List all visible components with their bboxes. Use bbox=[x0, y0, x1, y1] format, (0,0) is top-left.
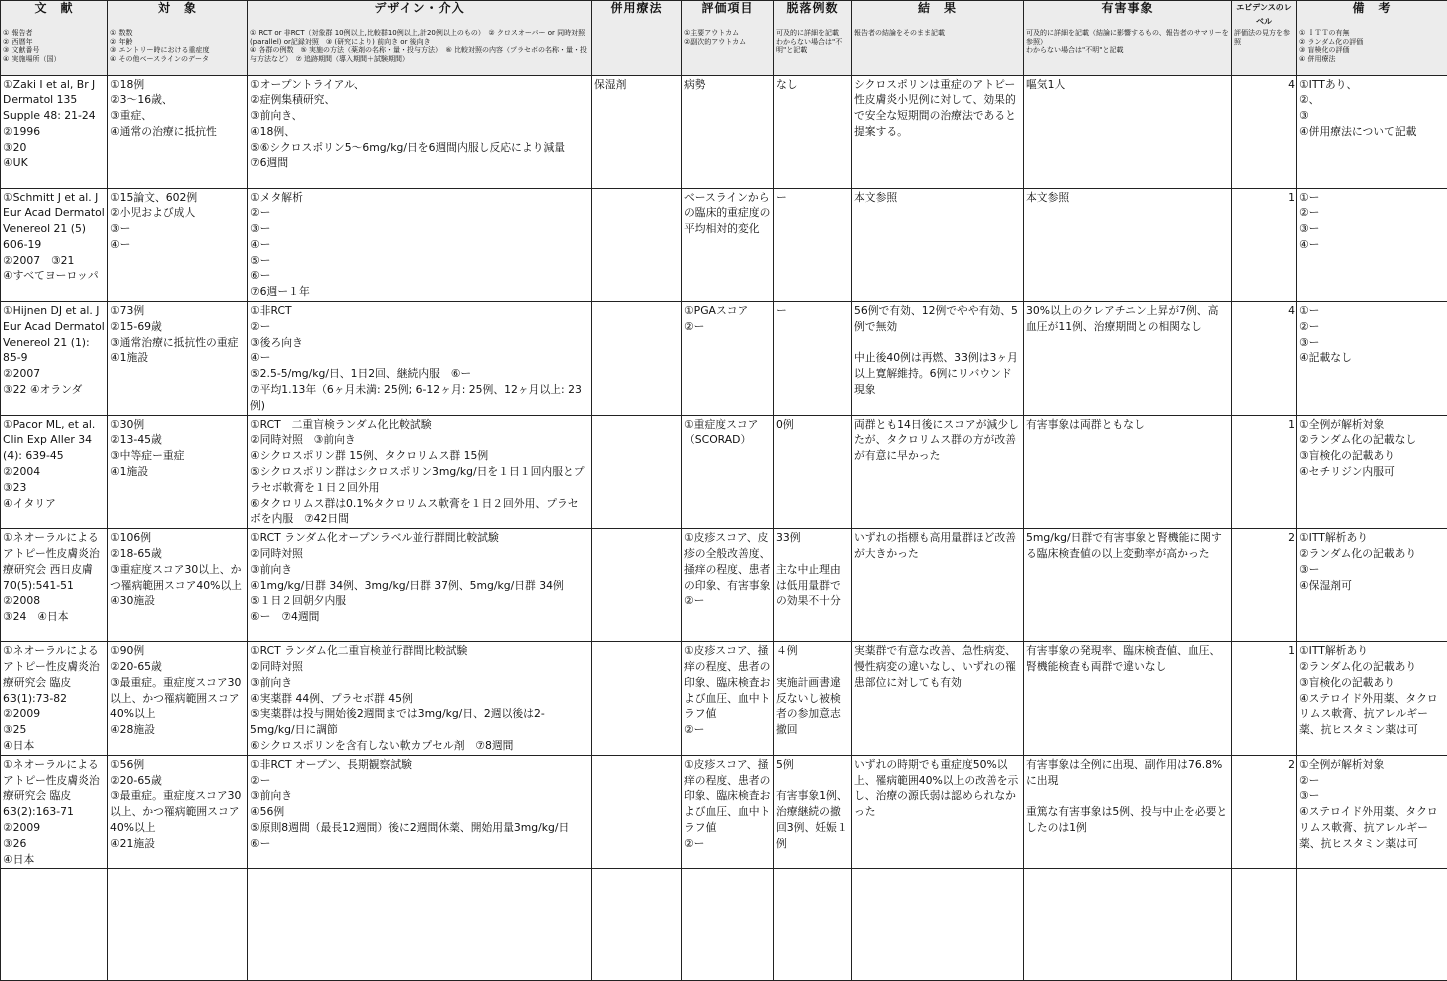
cell-reference: ①Schmitt J et al. J Eur Acad Dermatol Venereol 21 (5) 606-19 ②2007 ③21 ④すべてヨーロッパ bbox=[1, 188, 108, 302]
cell-endpoints: ①皮疹スコア、掻痒の程度、患者の印象、臨床検査および血圧、血中トラフ値 ②ー bbox=[682, 642, 774, 756]
cell-results: 両群とも14日後にスコアが減少したが、タクロリムス群の方が改善が有意に早かった bbox=[852, 415, 1024, 529]
empty-row bbox=[1, 869, 1447, 981]
cell-dropouts: 33例 主な中止理由は低用量群での効果不十分 bbox=[774, 529, 852, 642]
cell-adverse-events: 30%以上のクレアチニン上昇が7例、高血圧が11例、治療期間との相関なし bbox=[1024, 302, 1232, 416]
table-row bbox=[1, 188, 1447, 302]
table-row bbox=[1, 529, 1447, 642]
header-evidence-level-desc: 評価法の見方を参照 bbox=[1232, 29, 1297, 75]
cell-results: シクロスポリンは重症のアトピー性皮膚炎小児例に対して、効果的で安全な短期間の治療法であると提案する。 bbox=[852, 75, 1024, 188]
cell-adverse-events: 有害事象は全例に出現、副作用は76.8%に出現 重篤な有害事象は5例、投与中止を必要としたのは1例 bbox=[1024, 755, 1232, 869]
empty-cell bbox=[1, 869, 108, 981]
cell-evidence-level: 2 bbox=[1232, 755, 1297, 869]
cell-results: 56例で有効、12例でやや有効、5例で無効 中止後40例は再燃、33例は3ヶ月以上寛解維持。6例にリバウンド現象 bbox=[852, 302, 1024, 416]
cell-endpoints: ①皮疹スコア、掻痒の程度、患者の印象、臨床検査および血圧、血中トラフ値 ②ー bbox=[682, 755, 774, 869]
cell-concomitant bbox=[592, 642, 682, 756]
cell-adverse-events: 有害事象の発現率、臨床検査値、血圧、腎機能検査も両群で違いなし bbox=[1024, 642, 1232, 756]
cell-adverse-events: 5mg/kg/日群で有害事象と腎機能に関する臨床検査値の以上変動率が高かった bbox=[1024, 529, 1232, 642]
cell-endpoints: ①皮疹スコア、皮疹の全般改善度、掻痒の程度、患者の印象、有害事象 ②ー bbox=[682, 529, 774, 642]
header-description-row bbox=[1, 29, 1447, 75]
header-dropouts-desc: 可及的に詳細を記載 わからない場合は"不明"と記載 bbox=[774, 29, 852, 75]
cell-design: ①RCT ランダム化オープンラベル並行群間比較試験 ②同時対照 ③前向き ④1mg/kg/日群 34例、3mg/kg/日群 37例、5mg/kg/日群 34例 ⑤１日２回朝夕内服 ⑥ー ⑦4週間 bbox=[248, 529, 592, 642]
cell-dropouts: ４例 実施計画書違反ないし被検者の参加意志撤回 bbox=[774, 642, 852, 756]
header-reference: 文 献 bbox=[1, 1, 108, 30]
cell-adverse-events: 有害事象は両群ともなし bbox=[1024, 415, 1232, 529]
cell-reference: ①Zaki I et al, Br J Dermatol 135 Supple 48: 21-24 ②1996 ③20 ④UK bbox=[1, 75, 108, 188]
cell-evidence-level: 2 bbox=[1232, 529, 1297, 642]
empty-cell bbox=[592, 869, 682, 981]
cell-notes: ①ー ②ー ③ー ④ー bbox=[1297, 188, 1447, 302]
cell-adverse-events: 嘔気1人 bbox=[1024, 75, 1232, 188]
cell-dropouts: 5例 有害事象1例、治療継続の撤回3例、妊娠１例 bbox=[774, 755, 852, 869]
cell-design: ①非RCT オープン、長期観察試験 ②ー ③前向き ④56例 ⑤原則8週間（最長12週間）後に2週間休薬、開始用量3mg/kg/日 ⑥ー bbox=[248, 755, 592, 869]
cell-adverse-events: 本文参照 bbox=[1024, 188, 1232, 302]
header-design: デザイン・介入 bbox=[248, 1, 592, 30]
table-row bbox=[1, 75, 1447, 188]
empty-cell bbox=[774, 869, 852, 981]
header-adverse-events: 有害事象 bbox=[1024, 1, 1232, 30]
header-endpoints-desc: ①主要アウトカム ②副次的アウトカム bbox=[682, 29, 774, 75]
cell-subjects: ①18例 ②3～16歳、 ③重症、 ④通常の治療に抵抗性 bbox=[108, 75, 248, 188]
empty-cell bbox=[1232, 869, 1297, 981]
header-dropouts: 脱落例数 bbox=[774, 1, 852, 30]
cell-dropouts: 0例 bbox=[774, 415, 852, 529]
cell-evidence-level: 1 bbox=[1232, 415, 1297, 529]
header-name-row bbox=[1, 1, 1447, 30]
cell-notes: ①全例が解析対象 ②ー ③ー ④ステロイド外用薬、タクロリムス軟膏、抗アレルギー薬、抗ヒスタミン薬は可 bbox=[1297, 755, 1447, 869]
cell-concomitant bbox=[592, 302, 682, 416]
empty-cell bbox=[1297, 869, 1447, 981]
cell-concomitant bbox=[592, 188, 682, 302]
cell-subjects: ①30例 ②13-45歳 ③中等症ー重症 ④1施設 bbox=[108, 415, 248, 529]
cell-reference: ①ネオーラルによるアトピー性皮膚炎治療研究会 臨皮63(2):163-71 ②2009 ③26 ④日本 bbox=[1, 755, 108, 869]
cell-design: ①RCT 二重盲検ランダム化比較試験 ②同時対照 ③前向き ④シクロスポリン群 15例、タクロリムス群 15例 ⑤シクロスポリン群はシクロスポリン3mg/kg/日を１日１回内服とプラセボ軟膏を１日２回外用 ⑥タクロリムス群は0.1%タクロリムス軟膏を１日２回外用、プラセボを内服 ⑦42日間 bbox=[248, 415, 592, 529]
cell-results: いずれの時期でも重症度50%以上、罹病範囲40%以上の改善を示し、治療の源氏弱は認められなかった bbox=[852, 755, 1024, 869]
header-design-desc: ① RCT or 非RCT（対象群 10例以上,比較群10例以上,計20例以上のもの） ② クロスオーバー or 同時対照(parallel) or記録対照 ③ (研究により) 前向き or 後向き ④ 各群の例数 ⑤ 実施の方法（薬剤の名称・量・投与方法） ⑥ 比較対照の内容（プラセボの名称・量・投与方法など） ⑦ 追跡期間（導入期間＋試験期間） bbox=[248, 29, 592, 75]
table-row bbox=[1, 755, 1447, 869]
header-subjects-desc: ① 数数 ② 年齢 ③ エントリー時における重症度 ④ その他ベースラインのデータ bbox=[108, 29, 248, 75]
table-row bbox=[1, 302, 1447, 416]
cell-notes: ①ー ②ー ③ー ④記載なし bbox=[1297, 302, 1447, 416]
cell-evidence-level: 1 bbox=[1232, 642, 1297, 756]
cell-notes: ①ITT解析あり ②ランダム化の記載あり ③ー ④保湿剤可 bbox=[1297, 529, 1447, 642]
header-adverse-events-desc: 可及的に詳細を記載（結論に影響するもの、報告者のサマリーを参照） わからない場合は"不明"と記載 bbox=[1024, 29, 1232, 75]
cell-concomitant bbox=[592, 755, 682, 869]
cell-endpoints: ベースラインからの臨床的重症度の平均相対的変化 bbox=[682, 188, 774, 302]
cell-reference: ①Hijnen DJ et al. J Eur Acad Dermatol Venereol 21 (1): 85-9 ②2007 ③22 ④オランダ bbox=[1, 302, 108, 416]
cell-design: ①メタ解析 ②ー ③ー ④ー ⑤ー ⑥ー ⑦6週ー１年 bbox=[248, 188, 592, 302]
table-row bbox=[1, 642, 1447, 756]
header-results-desc: 報告者の結論をそのまま記載 bbox=[852, 29, 1024, 75]
cell-subjects: ①73例 ②15-69歳 ③通常治療に抵抗性の重症 ④1施設 bbox=[108, 302, 248, 416]
cell-dropouts: なし bbox=[774, 75, 852, 188]
cell-evidence-level: 1 bbox=[1232, 188, 1297, 302]
header-reference-desc: ① 報告者 ② 西暦年 ③ 文献番号 ④ 実施場所（国） bbox=[1, 29, 108, 75]
header-notes: 備 考 bbox=[1297, 1, 1447, 30]
empty-cell bbox=[1024, 869, 1232, 981]
cell-results: 実薬群で有意な改善、急性病変、慢性病変の違いなし、いずれの罹患部位に対しても有効 bbox=[852, 642, 1024, 756]
header-concomitant-desc bbox=[592, 29, 682, 75]
header-results: 結 果 bbox=[852, 1, 1024, 30]
cell-endpoints: ①PGAスコア ②ー bbox=[682, 302, 774, 416]
empty-cell bbox=[248, 869, 592, 981]
header-subjects: 対 象 bbox=[108, 1, 248, 30]
cell-design: ①RCT ランダム化二重盲検並行群間比較試験 ②同時対照 ③前向き ④実薬群 44例、プラセボ群 45例 ⑤実薬群は投与開始後2週間までは3mg/kg/日、2週以後は2-5mg/kg/日に調節 ⑥シクロスポリンを含有しない軟カプセル剤 ⑦8週間 bbox=[248, 642, 592, 756]
cell-concomitant bbox=[592, 529, 682, 642]
cell-endpoints: 病勢 bbox=[682, 75, 774, 188]
cell-notes: ①全例が解析対象 ②ランダム化の記載なし ③盲検化の記載あり ④セチリジン内服可 bbox=[1297, 415, 1447, 529]
header-concomitant: 併用療法 bbox=[592, 1, 682, 30]
cell-results: 本文参照 bbox=[852, 188, 1024, 302]
cell-concomitant: 保湿剤 bbox=[592, 75, 682, 188]
cell-notes: ①ITTあり、 ②、 ③ ④併用療法について記載 bbox=[1297, 75, 1447, 188]
empty-cell bbox=[682, 869, 774, 981]
cell-reference: ①ネオーラルによるアトピー性皮膚炎治療研究会 西日皮膚 70(5):541-51 ②2008 ③24 ④日本 bbox=[1, 529, 108, 642]
cell-subjects: ①15論文、602例 ②小児および成人 ③ー ④ー bbox=[108, 188, 248, 302]
header-notes-desc: ① ＩＴＴの有無 ② ランダム化の評価 ③ 盲検化の評価 ④ 併用療法 bbox=[1297, 29, 1447, 75]
cell-dropouts: ー bbox=[774, 302, 852, 416]
cell-results: いずれの指標も高用量群ほど改善が大きかった bbox=[852, 529, 1024, 642]
cell-notes: ①ITT解析あり ②ランダム化の記載あり ③盲検化の記載あり ④ステロイド外用薬、タクロリムス軟膏、抗アレルギー薬、抗ヒスタミン薬は可 bbox=[1297, 642, 1447, 756]
header-endpoints: 評価項目 bbox=[682, 1, 774, 30]
cell-design: ①オープントライアル、 ②症例集積研究、 ③前向き、 ④18例、 ⑤⑥シクロスポリン5～6mg/kg/日を6週間内服し反応により減量 ⑦6週間 bbox=[248, 75, 592, 188]
cell-evidence-level: 4 bbox=[1232, 302, 1297, 416]
cell-design: ①非RCT ②ー ③後ろ向き ④ー ⑤2.5-5/mg/kg/日、1日2回、継続内服 ⑥ー ⑦平均1.13年（6ヶ月未満: 25例; 6-12ヶ月: 25例、12ヶ月以上: 23例) bbox=[248, 302, 592, 416]
cell-evidence-level: 4 bbox=[1232, 75, 1297, 188]
cell-concomitant bbox=[592, 415, 682, 529]
empty-cell bbox=[852, 869, 1024, 981]
cell-endpoints: ①重症度スコア（SCORAD） bbox=[682, 415, 774, 529]
table-row bbox=[1, 415, 1447, 529]
cell-subjects: ①90例 ②20-65歳 ③最重症。重症度スコア30以上、かつ罹病範囲スコア40%以上 ④28施設 bbox=[108, 642, 248, 756]
cell-subjects: ①106例 ②18-65歳 ③重症度スコア30以上、かつ罹病範囲スコア40%以上 ④30施設 bbox=[108, 529, 248, 642]
cell-reference: ①ネオーラルによるアトピー性皮膚炎治療研究会 臨皮63(1):73-82 ②2009 ③25 ④日本 bbox=[1, 642, 108, 756]
cell-reference: ①Pacor ML, et al. Clin Exp Aller 34 (4): 639-45 ②2004 ③23 ④イタリア bbox=[1, 415, 108, 529]
cell-dropouts: ー bbox=[774, 188, 852, 302]
cell-subjects: ①56例 ②20-65歳 ③最重症。重症度スコア30以上、かつ罹病範囲スコア40%以上 ④21施設 bbox=[108, 755, 248, 869]
header-evidence-level: エビデンスのレベル bbox=[1232, 1, 1297, 30]
empty-cell bbox=[108, 869, 248, 981]
